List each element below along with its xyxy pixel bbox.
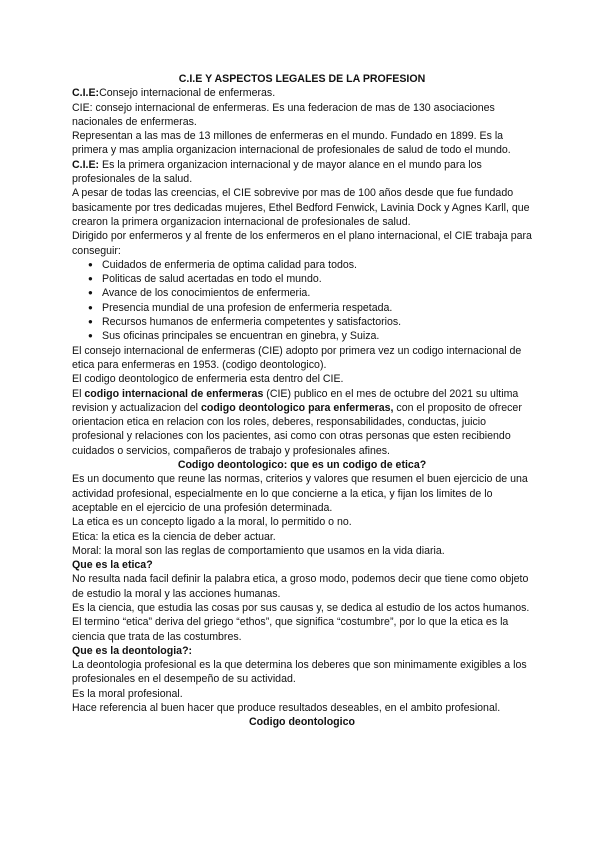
deontologia-paragraph-3: Hace referencia al buen hacer que produce resultados deseables, en el ambito profesional.	[72, 702, 501, 715]
intro-paragraph-5: A pesar de todas las creencias, el CIE sobrevive por mas de 100 años desde que fue fundado basicamente por tres dedicadas mujeres, Ethel Bedford Fenwick, Lavinia Dock y Agnes Karll, que crearon la primera organizacion internacional de profesionales de salud.	[72, 187, 530, 228]
cie-label: C.I.E:	[72, 87, 100, 100]
after-paragraph-2: El codigo deontologico de enfermeria esta dentro del CIE.	[72, 373, 344, 386]
codigo-paragraph-4: Moral: la moral son las reglas de comportamiento que usamos en la vida diaria.	[72, 544, 445, 557]
codigo-paragraph-2: La etica es un concepto ligado a la moral, lo permitido o no.	[72, 516, 352, 529]
etica-heading: Que es la etica?	[72, 559, 153, 572]
deontologia-paragraph-1: La deontologia profesional es la que determina los deberes que son minimamente exigibles a los profesionales en el desempeño de su actividad.	[72, 659, 527, 686]
codigo-paragraph-3: Etica: la etica es la ciencia de deber actuar.	[72, 530, 276, 543]
cie-goals-list	[72, 258, 532, 344]
list-item: ● Avance de los conocimientos de enfermeria.	[94, 286, 532, 300]
deontologia-heading: Que es la deontologia?:	[72, 644, 193, 657]
intro-paragraph-3: Representan a las mas de 13 millones de enfermeras en el mundo. Fundado en 1899. Es la primera y mas amplia organizacion internacional de profesionales de salud de todo el mundo.	[72, 130, 511, 157]
intro-paragraph-6: Dirigido por enfermeros y al frente de los enfermeros en el plano internacional, el CIE trabaja para conseguir:	[72, 230, 532, 257]
list-item: ● Cuidados de enfermeria de optima calidad para todos.	[94, 258, 532, 272]
final-section-title: Codigo deontologico	[249, 716, 355, 729]
list-item: ● Sus oficinas principales se encuentran en ginebra, y Suiza.	[94, 329, 532, 343]
intro-paragraph-4: C.I.E: Es la primera organizacion internacional y de mayor alance en el mundo para los profesionales de la salud.	[72, 158, 482, 186]
after-paragraph-1: El consejo internacional de enfermeras (CIE) adopto por primera vez un codigo internacional de etica para enfermeras en 1953. (codigo deontologico).	[72, 344, 522, 371]
document-title: C.I.E Y ASPECTOS LEGALES DE LA PROFESION	[178, 73, 426, 85]
intro-paragraph-2: CIE: consejo internacional de enfermeras. Es una federacion de mas de 130 asociaciones nacionales de enfermeras.	[72, 101, 495, 128]
etica-paragraph-3: El termino “etica” deriva del griego “ethos”, que significa “costumbre”, por lo que la etica es la ciencia que trata de las costumbres.	[72, 616, 509, 643]
etica-paragraph-1: No resulta nada facil definir la palabra etica, a groso modo, podemos decir que tiene como objeto de estudio la moral y las acciones humanas.	[72, 573, 529, 600]
intro-line-1: C.I.E:Consejo internacional de enfermeras.	[72, 87, 276, 100]
list-item: ● Politicas de salud acertadas en todo el mundo.	[94, 272, 532, 286]
codigo-paragraph-1: Es un documento que reune las normas, criterios y valores que resumen el buen ejercicio de una actividad profesional, especialmente en lo que concierne a la etica, y fijan los limites de lo aceptable en el ejercicio de una profesión determinada.	[72, 473, 528, 514]
codigo-section-title: Codigo deontologico: que es un codigo de etica?	[177, 459, 427, 472]
deontologia-paragraph-2: Es la moral profesional.	[72, 687, 183, 700]
cie-label-2: C.I.E:	[72, 158, 100, 171]
etica-paragraph-2: Es la ciencia, que estudia las cosas por sus causas y, se dedica al estudio de los actos humanos.	[72, 601, 530, 614]
list-item: ● Presencia mundial de una profesion de enfermeria respetada.	[94, 301, 532, 315]
document-page	[72, 72, 532, 730]
list-item: ● Recursos humanos de enfermeria competentes y satisfactorios.	[94, 315, 532, 329]
after-paragraph-3: El codigo internacional de enfermeras (CIE) publico en el mes de octubre del 2021 su ultima revision y actualizacion del codigo deontologico para enfermeras, con el proposito de ofrecer orientacion etica en relacion con los roles, deberes, responsabilidades, conductas, juicio profesional y relaciones con los pacientes, asi como con otras personas que esten recibiendo cuidados o servicios, compañeros de trabajo y profesionales afines.	[72, 387, 522, 457]
